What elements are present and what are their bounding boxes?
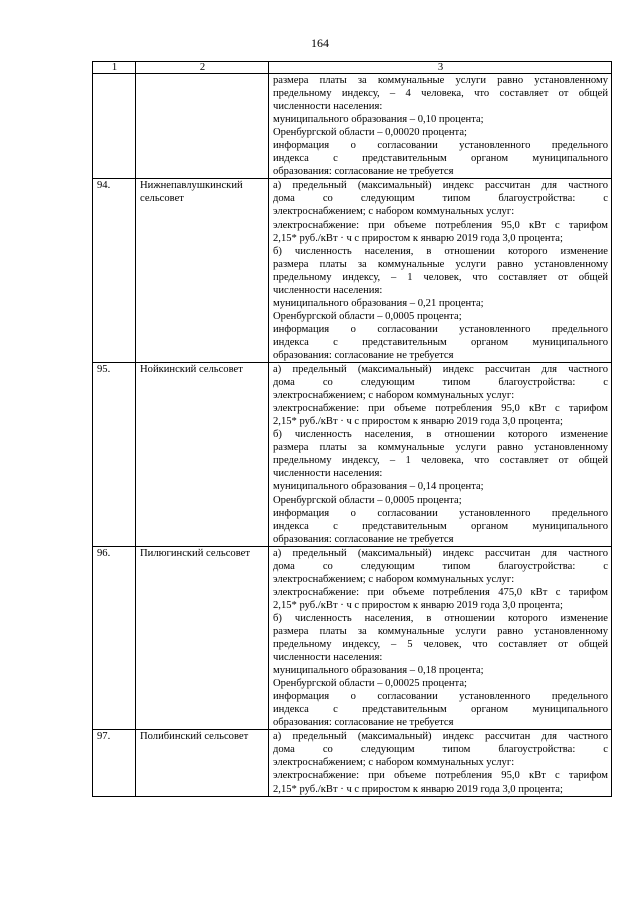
description-line: численности населения: (273, 284, 383, 296)
description-line: б) численность населения, в отношении которого изменение (273, 612, 608, 624)
column-header-description: 3 (269, 62, 612, 74)
description-line: электроснабжением; с набором коммунальных услуг: (273, 573, 515, 585)
index-description (269, 74, 612, 179)
description-line: дома со следующим типом благоустройства: с (273, 560, 608, 572)
description-line: а) предельный (максимальный) индекс рассчитан для частного (273, 731, 608, 743)
description-line: а) предельный (максимальный) индекс рассчитан для частного (273, 547, 608, 559)
description-line: Оренбургской области – 0,00020 процента; (273, 127, 467, 139)
table-row (93, 363, 612, 547)
column-header-number: 1 (93, 62, 136, 74)
description-line: предельному индексу, – 4 человека, что составляет от общей (273, 88, 608, 100)
document-table (92, 61, 612, 797)
description-line: электроснабжение: при объеме потребления 95,0 кВт с тарифом (273, 219, 608, 231)
description-line: индекса с представительным органом муниципального (273, 336, 608, 348)
description-line: электроснабжением; с набором коммунальных услуг: (273, 206, 515, 218)
description-line: 2,15* руб./кВт · ч с приростом к январю 2019 года 3,0 процента; (273, 232, 563, 244)
description-line: а) предельный (максимальный) индекс рассчитан для частного (273, 180, 608, 192)
description-line: численности населения: (273, 652, 383, 664)
description-line: размера платы за коммунальные услуги равно установленному (273, 625, 608, 637)
description-line: информация о согласовании установленного предельного (273, 323, 608, 335)
description-line: 2,15* руб./кВт · ч с приростом к январю 2019 года 3,0 процента; (273, 416, 563, 428)
description-line: б) численность населения, в отношении которого изменение (273, 245, 608, 257)
row-number: 97. (93, 730, 136, 796)
description-line: Оренбургской области – 0,00025 процента; (273, 678, 467, 690)
municipality-name: Нойкинский сельсовет (136, 363, 269, 547)
index-description (269, 730, 612, 796)
description-line: Оренбургской области – 0,0005 процента; (273, 494, 462, 506)
description-line: 2,15* руб./кВт · ч с приростом к январю 2019 года 3,0 процента; (273, 599, 563, 611)
row-number (93, 74, 136, 179)
description-line: информация о согласовании установленного предельного (273, 507, 608, 519)
page-number: 164 (311, 36, 329, 50)
description-line: электроснабжением; с набором коммунальных услуг: (273, 757, 515, 769)
description-line: образования: согласование не требуется (273, 533, 454, 545)
table-body (93, 74, 612, 797)
row-number: 96. (93, 546, 136, 730)
description-line: электроснабжение: при объеме потребления 95,0 кВт с тарифом (273, 770, 608, 782)
description-line: индекса с представительным органом муниципального (273, 153, 608, 165)
description-line: размера платы за коммунальные услуги равно установленному (273, 442, 608, 454)
description-line: б) численность населения, в отношении которого изменение (273, 429, 608, 441)
table-row (93, 730, 612, 796)
description-line: индекса с представительным органом муниципального (273, 704, 608, 716)
description-line: предельному индексу, – 1 человека, что составляет от общей (273, 455, 608, 467)
municipality-name: Пилюгинский сельсовет (136, 546, 269, 730)
description-line: предельному индексу, – 1 человек, что составляет от общей (273, 271, 608, 283)
description-line: информация о согласовании установленного предельного (273, 140, 608, 152)
description-line: муниципального образования – 0,21 процента; (273, 297, 484, 309)
description-line: муниципального образования – 0,18 процента; (273, 665, 484, 677)
description-line: а) предельный (максимальный) индекс рассчитан для частного (273, 364, 608, 376)
description-line: информация о согласовании установленного предельного (273, 691, 608, 703)
table-row (93, 74, 612, 179)
description-line: предельному индексу, – 5 человек, что составляет от общей (273, 639, 608, 651)
table-row (93, 546, 612, 730)
description-line: численности населения: (273, 468, 383, 480)
description-line: электроснабжением; с набором коммунальных услуг: (273, 390, 515, 402)
municipality-name: Полибинский сельсовет (136, 730, 269, 796)
municipality-name: Нижнепавлушкинский сельсовет (136, 179, 269, 363)
row-number: 94. (93, 179, 136, 363)
description-line: Оренбургской области – 0,0005 процента; (273, 310, 462, 322)
index-description (269, 363, 612, 547)
index-description (269, 179, 612, 363)
description-line: образования: согласование не требуется (273, 717, 454, 729)
table-row (93, 179, 612, 363)
description-line: электроснабжение: при объеме потребления 95,0 кВт с тарифом (273, 403, 608, 415)
description-line: муниципального образования – 0,14 процента; (273, 481, 484, 493)
description-line: дома со следующим типом благоустройства: с (273, 377, 608, 389)
description-line: 2,15* руб./кВт · ч с приростом к январю 2019 года 3,0 процента; (273, 783, 563, 795)
description-line: индекса с представительным органом муниципального (273, 520, 608, 532)
municipality-name (136, 74, 269, 179)
description-line: дома со следующим типом благоустройства: с (273, 193, 608, 205)
column-header-name: 2 (136, 62, 269, 74)
table-header-row (93, 62, 612, 74)
description-line: образования: согласование не требуется (273, 166, 454, 178)
description-line: электроснабжение: при объеме потребления 475,0 кВт с тарифом (273, 586, 608, 598)
description-line: размера платы за коммунальные услуги равно установленному (273, 258, 608, 270)
description-line: дома со следующим типом благоустройства: с (273, 744, 608, 756)
description-line: размера платы за коммунальные услуги равно установленному (273, 75, 608, 86)
row-number: 95. (93, 363, 136, 547)
index-description (269, 546, 612, 730)
description-line: муниципального образования – 0,10 процента; (273, 114, 484, 126)
description-line: образования: согласование не требуется (273, 349, 454, 361)
description-line: численности населения: (273, 101, 383, 113)
